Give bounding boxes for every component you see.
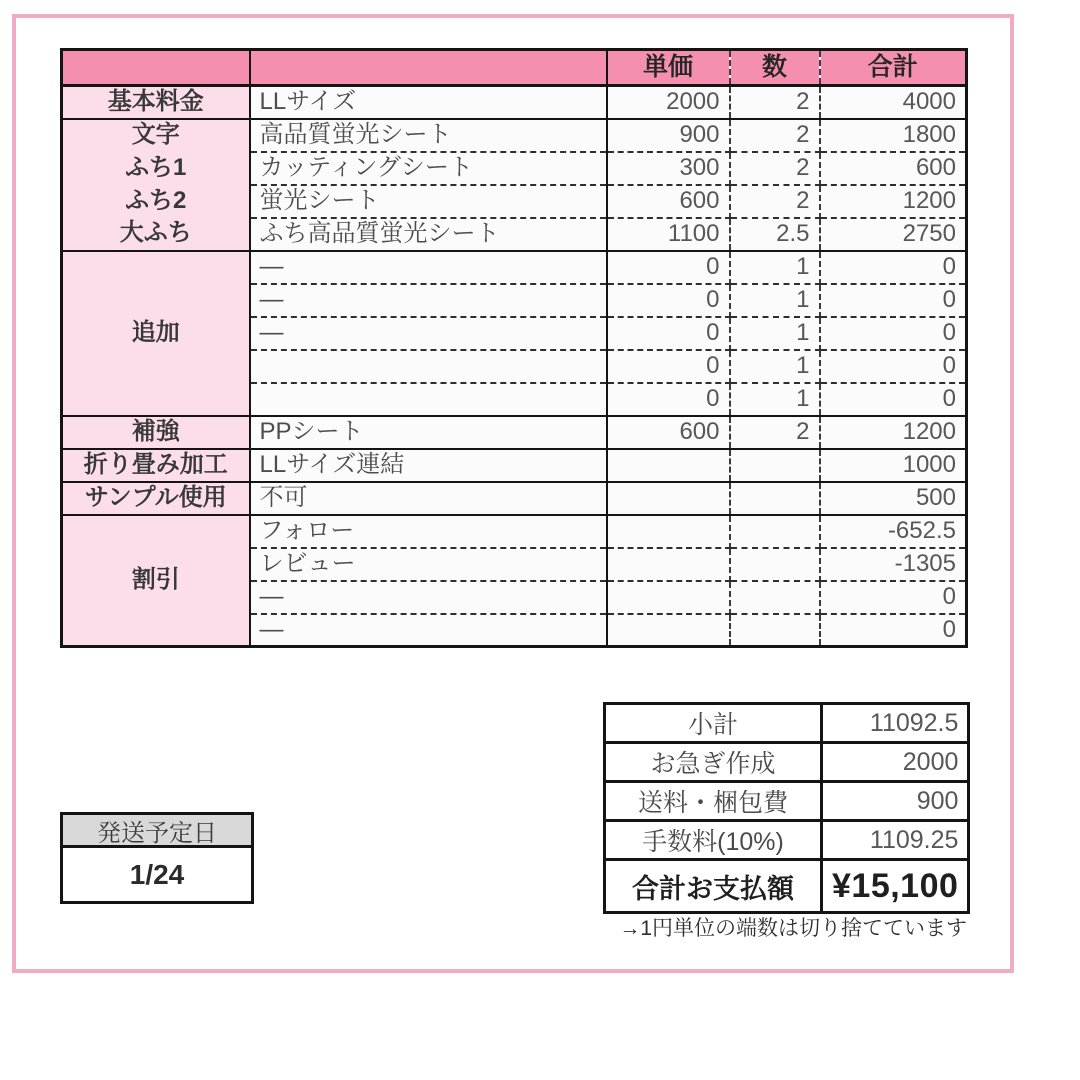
desc-cell: — — [250, 284, 607, 317]
unit-cell: 0 — [607, 284, 730, 317]
row-label: 基本料金 — [62, 86, 250, 119]
qty-cell — [730, 515, 820, 548]
total-cell: 1200 — [820, 416, 967, 449]
desc-cell: 蛍光シート — [250, 185, 607, 218]
qty-cell — [730, 548, 820, 581]
total-cell: 2750 — [820, 218, 967, 251]
table-row — [62, 482, 967, 515]
unit-cell — [607, 614, 730, 647]
qty-cell: 1 — [730, 251, 820, 284]
price-table — [60, 48, 968, 648]
total-cell: -652.5 — [820, 515, 967, 548]
summary-value: 1109.25 — [822, 821, 969, 860]
desc-cell: — — [250, 251, 607, 284]
unit-cell — [607, 581, 730, 614]
unit-cell: 0 — [607, 383, 730, 416]
total-cell: -1305 — [820, 548, 967, 581]
total-cell: 0 — [942, 615, 956, 643]
row-label: 追加 — [62, 251, 250, 416]
shipping-date-title: 発送予定日 — [63, 815, 251, 848]
qty-cell: 2 — [730, 86, 820, 119]
qty-cell — [730, 614, 820, 647]
qty-cell: 2 — [730, 152, 820, 185]
row-label: ふち1 — [62, 152, 250, 185]
unit-cell: 0 — [607, 317, 730, 350]
total-cell: 4000 — [820, 86, 967, 119]
header-row — [62, 50, 967, 86]
summary-value: 900 — [822, 782, 969, 821]
unit-cell — [607, 482, 730, 515]
qty-cell: 2 — [730, 185, 820, 218]
table-row — [62, 185, 967, 218]
grand-total-value: ¥15,100 — [832, 866, 959, 905]
row-label: 折り畳み加工 — [62, 449, 250, 482]
row-label: 大ふち — [62, 218, 250, 251]
summary-row — [605, 704, 969, 743]
unit-cell: 900 — [607, 119, 730, 152]
header-qty: 数 — [730, 50, 820, 86]
row-label: サンプル使用 — [62, 482, 250, 515]
desc-cell: カッティングシート — [250, 152, 607, 185]
summary-table — [603, 702, 970, 914]
total-cell: 0 — [820, 383, 967, 416]
rounding-note: →1円単位の端数は切り捨てています — [619, 917, 967, 940]
total-cell: 0 — [820, 350, 967, 383]
unit-cell: 0 — [607, 350, 730, 383]
qty-cell: 1 — [730, 284, 820, 317]
desc-cell — [250, 350, 607, 383]
header-blank-desc — [250, 50, 607, 86]
desc-cell — [250, 383, 607, 416]
summary-row — [605, 782, 969, 821]
summary-value: 11092.5 — [822, 704, 969, 743]
summary-label: お急ぎ作成 — [605, 743, 822, 782]
qty-cell: 1 — [730, 383, 820, 416]
shipping-date-value: 1/24 — [129, 858, 185, 890]
table-row — [62, 218, 967, 251]
qty-cell: 2.5 — [730, 218, 820, 251]
summary-row — [605, 743, 969, 782]
qty-cell — [730, 449, 820, 482]
row-label: ふち2 — [62, 185, 250, 218]
desc-cell: ふち高品質蛍光シート — [250, 218, 607, 251]
total-cell: 0 — [820, 317, 967, 350]
grand-total-row — [605, 860, 969, 913]
total-cell: 600 — [820, 152, 967, 185]
table-row — [62, 515, 967, 548]
unit-cell: 2000 — [607, 86, 730, 119]
desc-cell: PPシート — [250, 416, 607, 449]
unit-cell — [607, 548, 730, 581]
desc-cell: LLサイズ — [250, 86, 607, 119]
summary-value: 2000 — [822, 743, 969, 782]
unit-cell — [607, 449, 730, 482]
qty-cell: 1 — [730, 317, 820, 350]
total-cell: 1200 — [820, 185, 967, 218]
grand-total-label: 合計お支払額 — [605, 860, 822, 913]
summary-label: 小計 — [605, 704, 822, 743]
desc-cell: — — [250, 581, 607, 614]
header-unit-price: 単価 — [607, 50, 730, 86]
desc-cell: — — [250, 317, 607, 350]
summary-label: 手数料(10%) — [605, 821, 822, 860]
total-cell: 0 — [820, 251, 967, 284]
unit-cell: 0 — [607, 251, 730, 284]
total-cell: 500 — [820, 482, 967, 515]
unit-cell: 600 — [607, 185, 730, 218]
unit-cell: 300 — [607, 152, 730, 185]
header-blank-label — [62, 50, 250, 86]
total-cell: 1000 — [820, 449, 967, 482]
table-row — [62, 416, 967, 449]
row-label: 補強 — [62, 416, 250, 449]
table-row — [62, 119, 967, 152]
unit-cell: 1100 — [607, 218, 730, 251]
shipping-date-box — [60, 812, 254, 904]
desc-cell: 高品質蛍光シート — [250, 119, 607, 152]
unit-cell — [607, 515, 730, 548]
qty-cell — [730, 581, 820, 614]
desc-cell: 不可 — [250, 482, 607, 515]
total-cell: 0 — [820, 284, 967, 317]
row-label: 文字 — [62, 119, 250, 152]
table-row — [62, 251, 967, 284]
qty-cell: 2 — [730, 416, 820, 449]
desc-cell: — — [250, 614, 607, 647]
row-label: 割引 — [62, 515, 250, 647]
table-row — [62, 449, 967, 482]
total-cell: 1800 — [820, 119, 967, 152]
summary-row — [605, 821, 969, 860]
total-cell: 0 — [820, 581, 967, 614]
qty-cell: 1 — [730, 350, 820, 383]
summary-label: 送料・梱包費 — [605, 782, 822, 821]
header-total: 合計 — [820, 50, 967, 86]
table-row — [62, 86, 967, 119]
qty-cell: 2 — [730, 119, 820, 152]
unit-cell: 600 — [607, 416, 730, 449]
desc-cell: フォロー — [250, 515, 607, 548]
desc-cell: レビュー — [250, 548, 607, 581]
table-row — [62, 152, 967, 185]
qty-cell — [730, 482, 820, 515]
desc-cell: LLサイズ連結 — [250, 449, 607, 482]
